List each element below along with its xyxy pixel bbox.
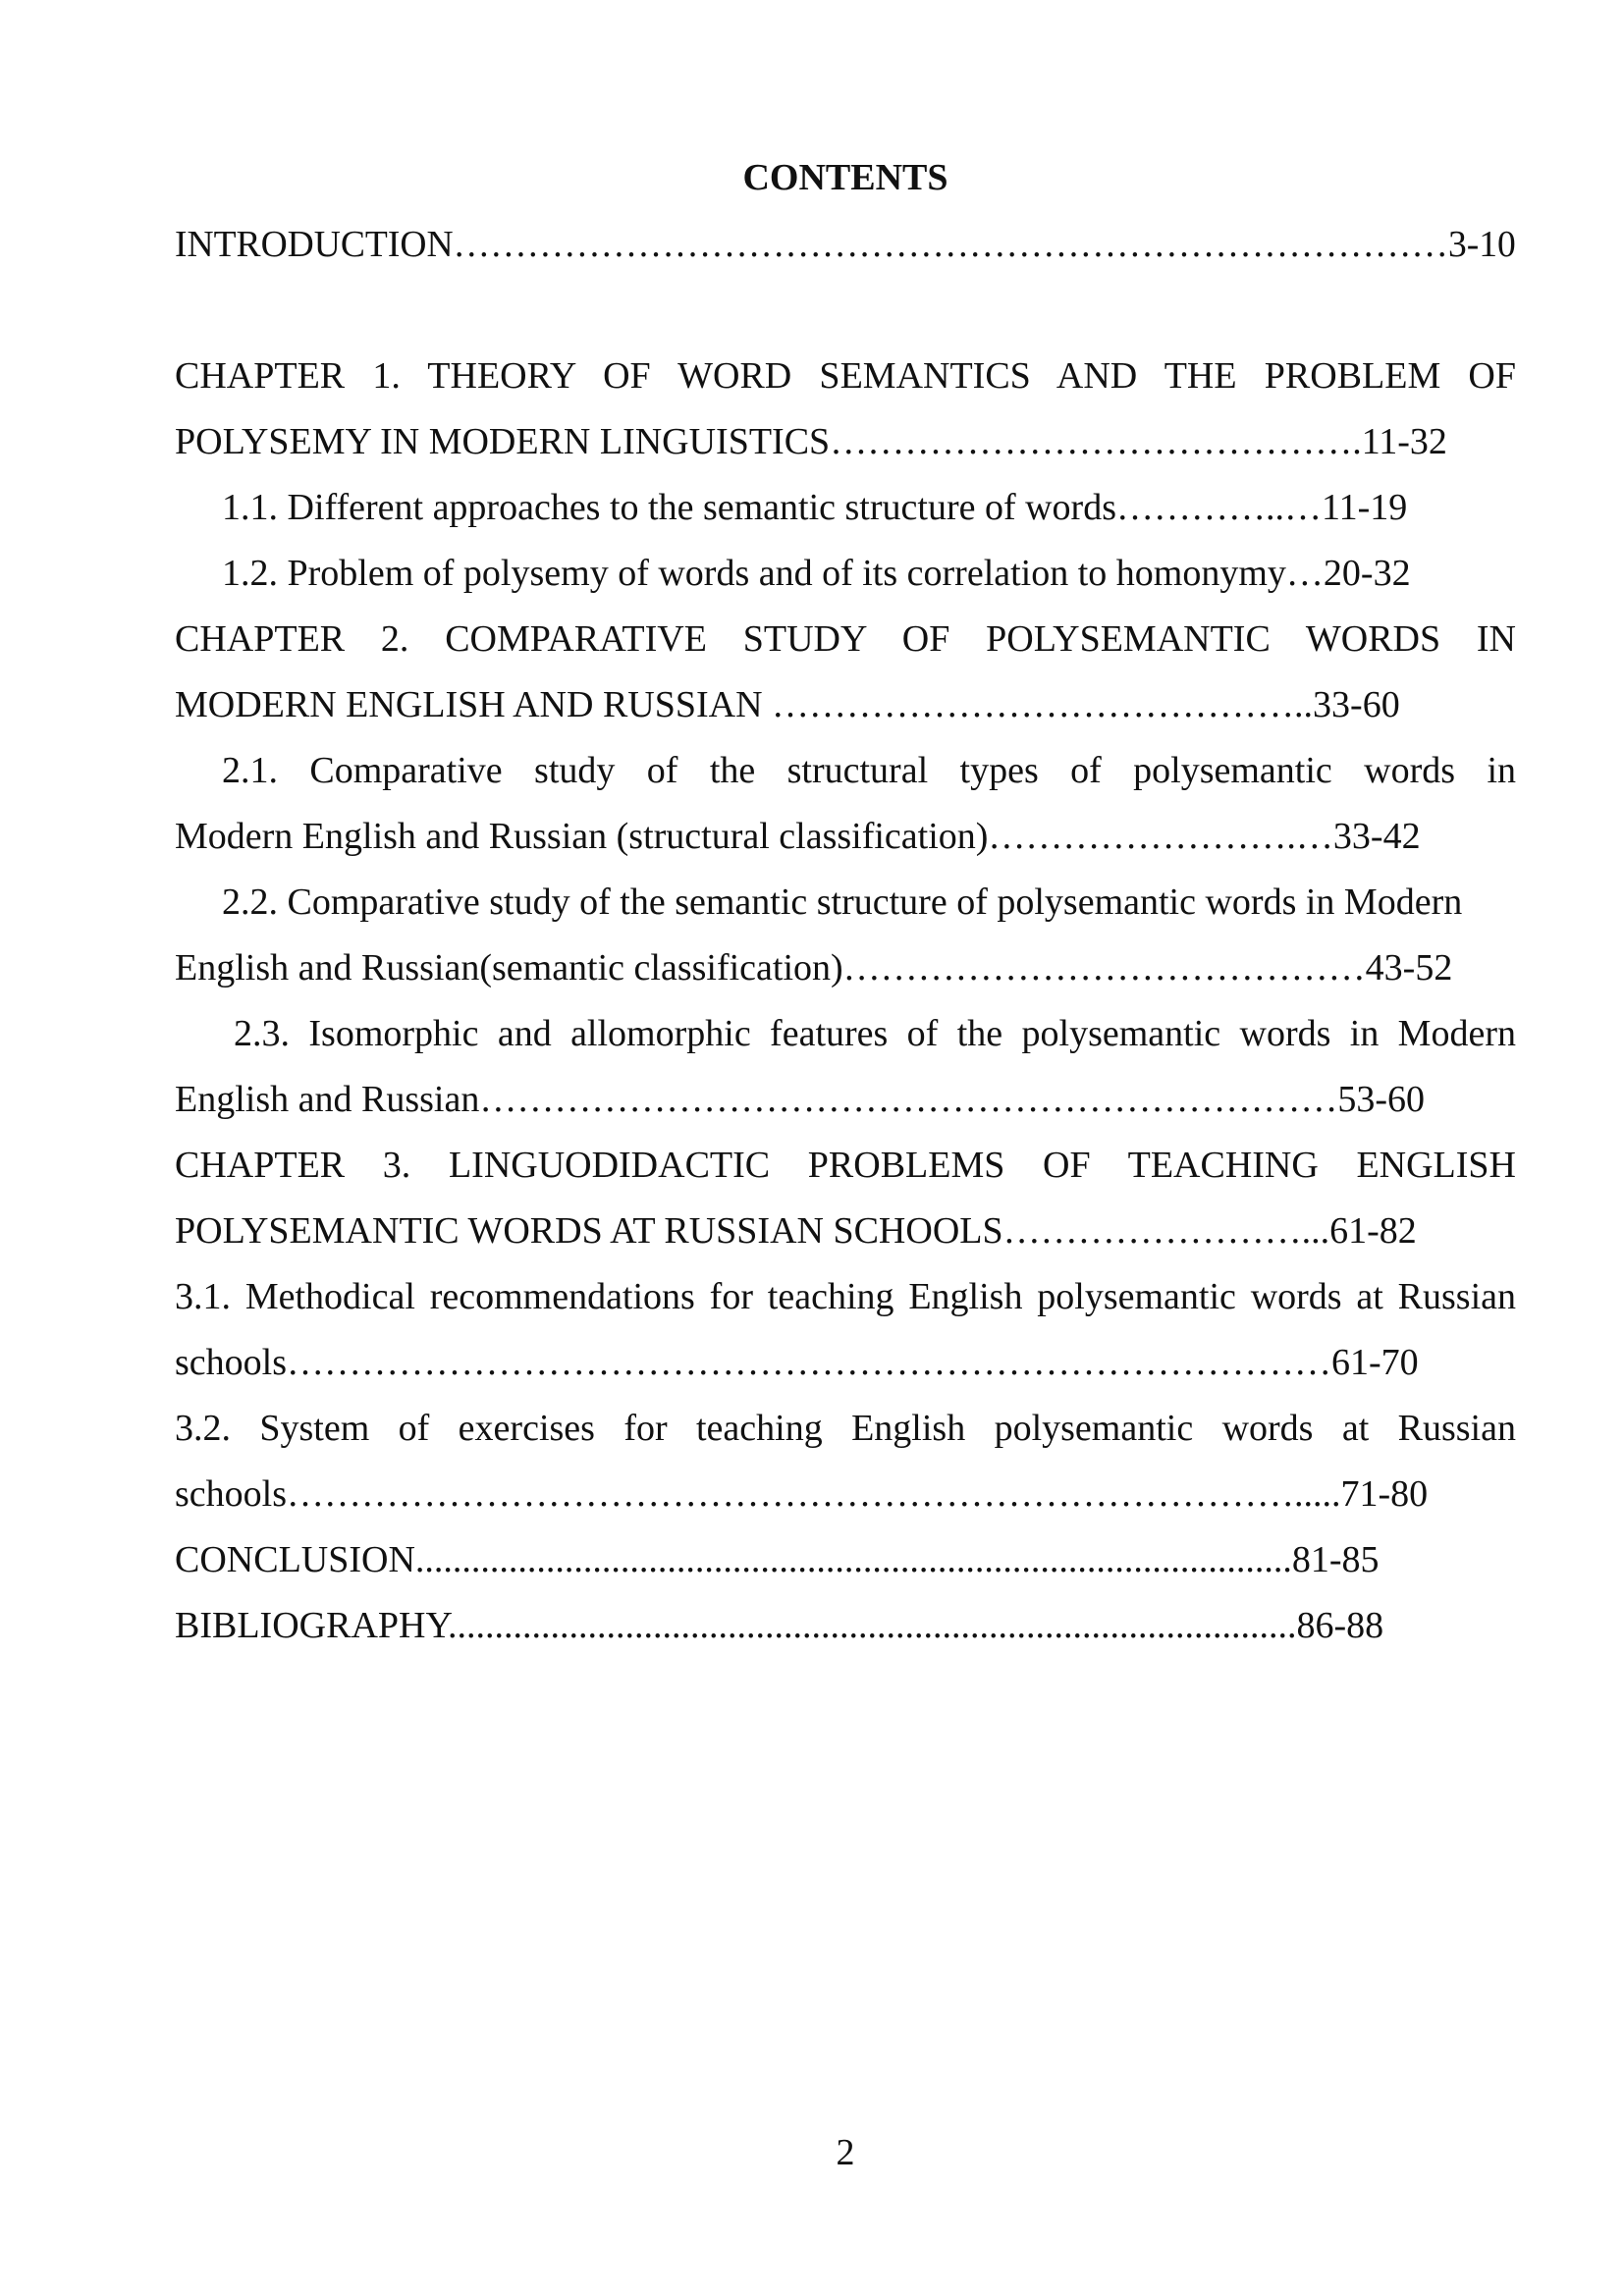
toc-section-2-1-line1: 2.1. Comparative study of the structural types of polysemantic words in	[222, 750, 1516, 791]
toc-section-2-2-line1: 2.2. Comparative study of the semantic structure of polysemantic words in Modern	[222, 881, 1463, 923]
toc-chapter2-line1: CHAPTER 2. COMPARATIVE STUDY OF POLYSEMANTIC WORDS IN	[175, 618, 1516, 660]
toc-section-3-2-line1: 3.2. System of exercises for teaching English polysemantic words at Russian	[175, 1408, 1516, 1449]
toc-chapter1-line2: POLYSEMY IN MODERN LINGUISTICS…………………………………….11-32	[175, 421, 1447, 462]
toc-introduction: INTRODUCTION………………………………………………………………………3-10	[175, 224, 1516, 265]
toc-section-1-2: 1.2. Problem of polysemy of words and of its correlation to homonymy…20-32	[222, 553, 1411, 594]
toc-section-2-3-line2: English and Russian……………………………………………………………53-60	[175, 1079, 1425, 1120]
toc-chapter3-line2: POLYSEMANTIC WORDS AT RUSSIAN SCHOOLS……………………...61-82	[175, 1210, 1417, 1252]
toc-chapter3-line1: CHAPTER 3. LINGUODIDACTIC PROBLEMS OF TEACHING ENGLISH	[175, 1145, 1516, 1186]
toc-section-3-1-line2: schools…………………………………………………………………………61-70	[175, 1342, 1419, 1383]
toc-section-1-1: 1.1. Different approaches to the semantic structure of words…………..…11-19	[222, 487, 1408, 528]
page-title: CONTENTS	[742, 157, 948, 198]
toc-section-2-2-line2: English and Russian(semantic classification)……………………………………43-52	[175, 947, 1453, 988]
toc-section-3-2-line2: schools……………………………………………………………………….....71-80	[175, 1473, 1429, 1515]
toc-chapter2-line2: MODERN ENGLISH AND RUSSIAN ……………………………………..33-60	[175, 684, 1400, 725]
toc-bibliography: BIBLIOGRAPHY...........................................................................................86-88	[175, 1605, 1384, 1646]
toc-section-2-1-line2: Modern English and Russian (structural classification)…………………….…33-42	[175, 816, 1421, 857]
toc-chapter1-line1: CHAPTER 1. THEORY OF WORD SEMANTICS AND THE PROBLEM OF	[175, 355, 1516, 397]
toc-section-3-1-line1: 3.1. Methodical recommendations for teaching English polysemantic words at Russian	[175, 1276, 1516, 1317]
toc-section-2-3-line1: 2.3. Isomorphic and allomorphic features of the polysemantic words in Modern	[234, 1013, 1516, 1054]
page-number: 2	[836, 2132, 855, 2173]
toc-conclusion: CONCLUSION..............................................................................................81-85	[175, 1539, 1380, 1580]
